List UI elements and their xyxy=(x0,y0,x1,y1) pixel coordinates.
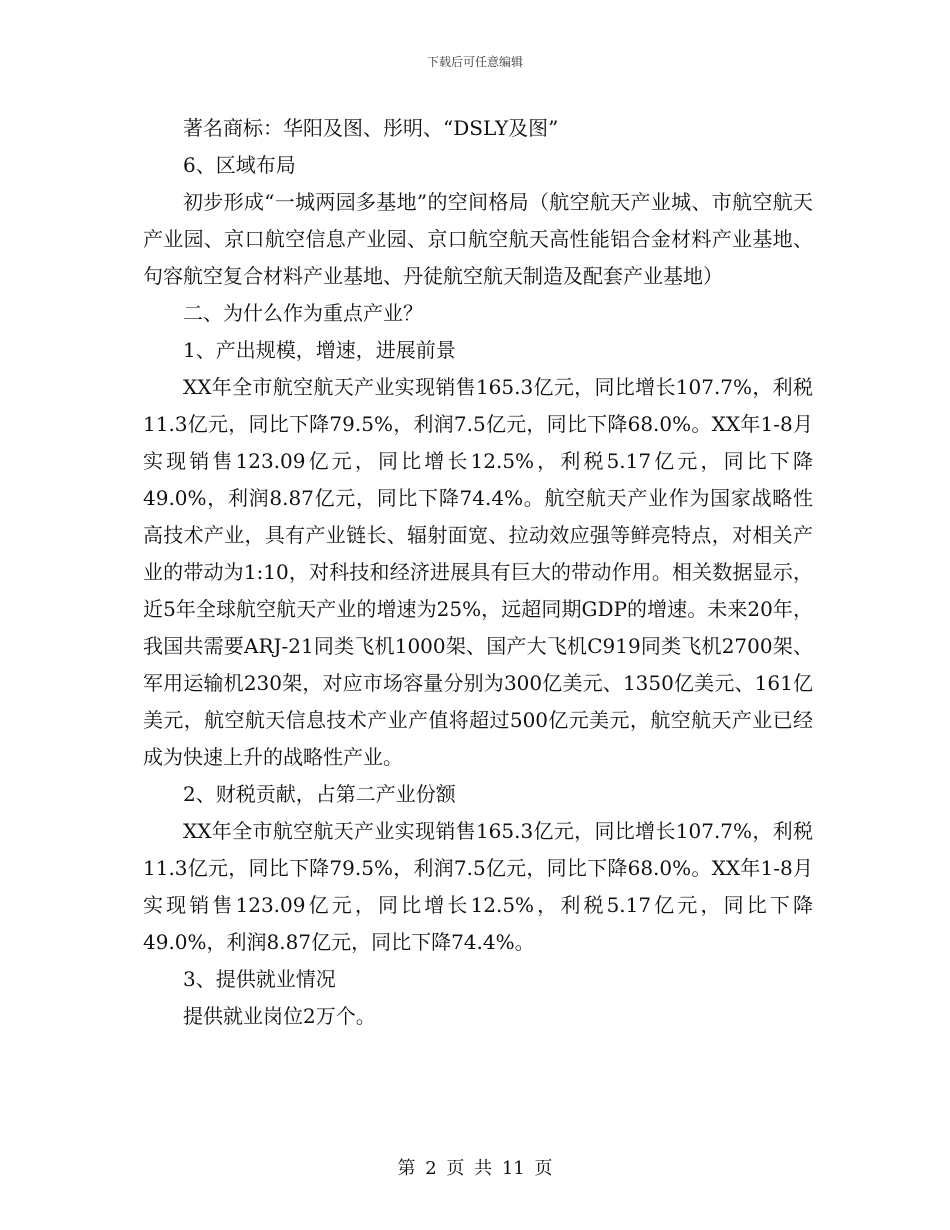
paragraph-tax-contribution: XX年全市航空航天产业实现销售165.3亿元，同比增长107.7%，利税11.3亿元，同比下降79.5%，利润7.5亿元，同比下降68.0%。XX年1-8月实现销售123.09亿元，同比增长12.5%，利税5.17亿元，同比下降49.0%，利润8.87亿元，同比下降74.4%。 xyxy=(143,819,813,954)
heading-employment: 3、提供就业情况 xyxy=(183,967,336,991)
document-body xyxy=(143,110,813,1035)
paragraph-trademarks: 著名商标：华阳及图、彤明、“DSLY及图” xyxy=(183,116,559,140)
page-header-note: 下载后可任意编辑 xyxy=(426,55,523,69)
paragraph-employment: 提供就业岗位2万个。 xyxy=(183,1004,376,1028)
heading-why-key-industry: 二、为什么作为重点产业？ xyxy=(183,301,423,325)
heading-tax-contribution: 2、财税贡献，占第二产业份额 xyxy=(183,782,456,806)
paragraph-spatial-pattern: 初步形成“一城两园多基地”的空间格局（航空航天产业城、市航空航天产业园、京口航空信息产业园、京口航空航天高性能铝合金材料产业基地、句容航空复合材料产业基地、丹徒航空航天制造及配套产业基地） xyxy=(143,190,813,288)
heading-output-scale: 1、产出规模，增速，进展前景 xyxy=(183,338,456,362)
heading-regional-layout: 6、区域布局 xyxy=(183,153,296,177)
page-number-footer: 第 2 页 共 11 页 xyxy=(397,1158,553,1179)
paragraph-output-scale: XX年全市航空航天产业实现销售165.3亿元，同比增长107.7%，利税11.3亿元，同比下降79.5%，利润7.5亿元，同比下降68.0%。XX年1-8月实现销售123.09亿元，同比增长12.5%，利税5.17亿元，同比下降49.0%，利润8.87亿元，同比下降74.4%。航空航天产业作为国家战略性高技术产业，具有产业链长、辐射面宽、拉动效应强等鲜亮特点，对相关产业的带动为1:10，对科技和经济进展具有巨大的带动作用。相关数据显示，近5年全球航空航天产业的增速为25%，远超同期GDP的增速。未来20年，我国共需要ARJ-21同类飞机1000架、国产大飞机C919同类飞机2700架、军用运输机230架，对应市场容量分别为300亿美元、1350亿美元、161亿美元，航空航天信息技术产业产值将超过500亿元美元，航空航天产业已经成为快速上升的战略性产业。 xyxy=(143,375,813,769)
